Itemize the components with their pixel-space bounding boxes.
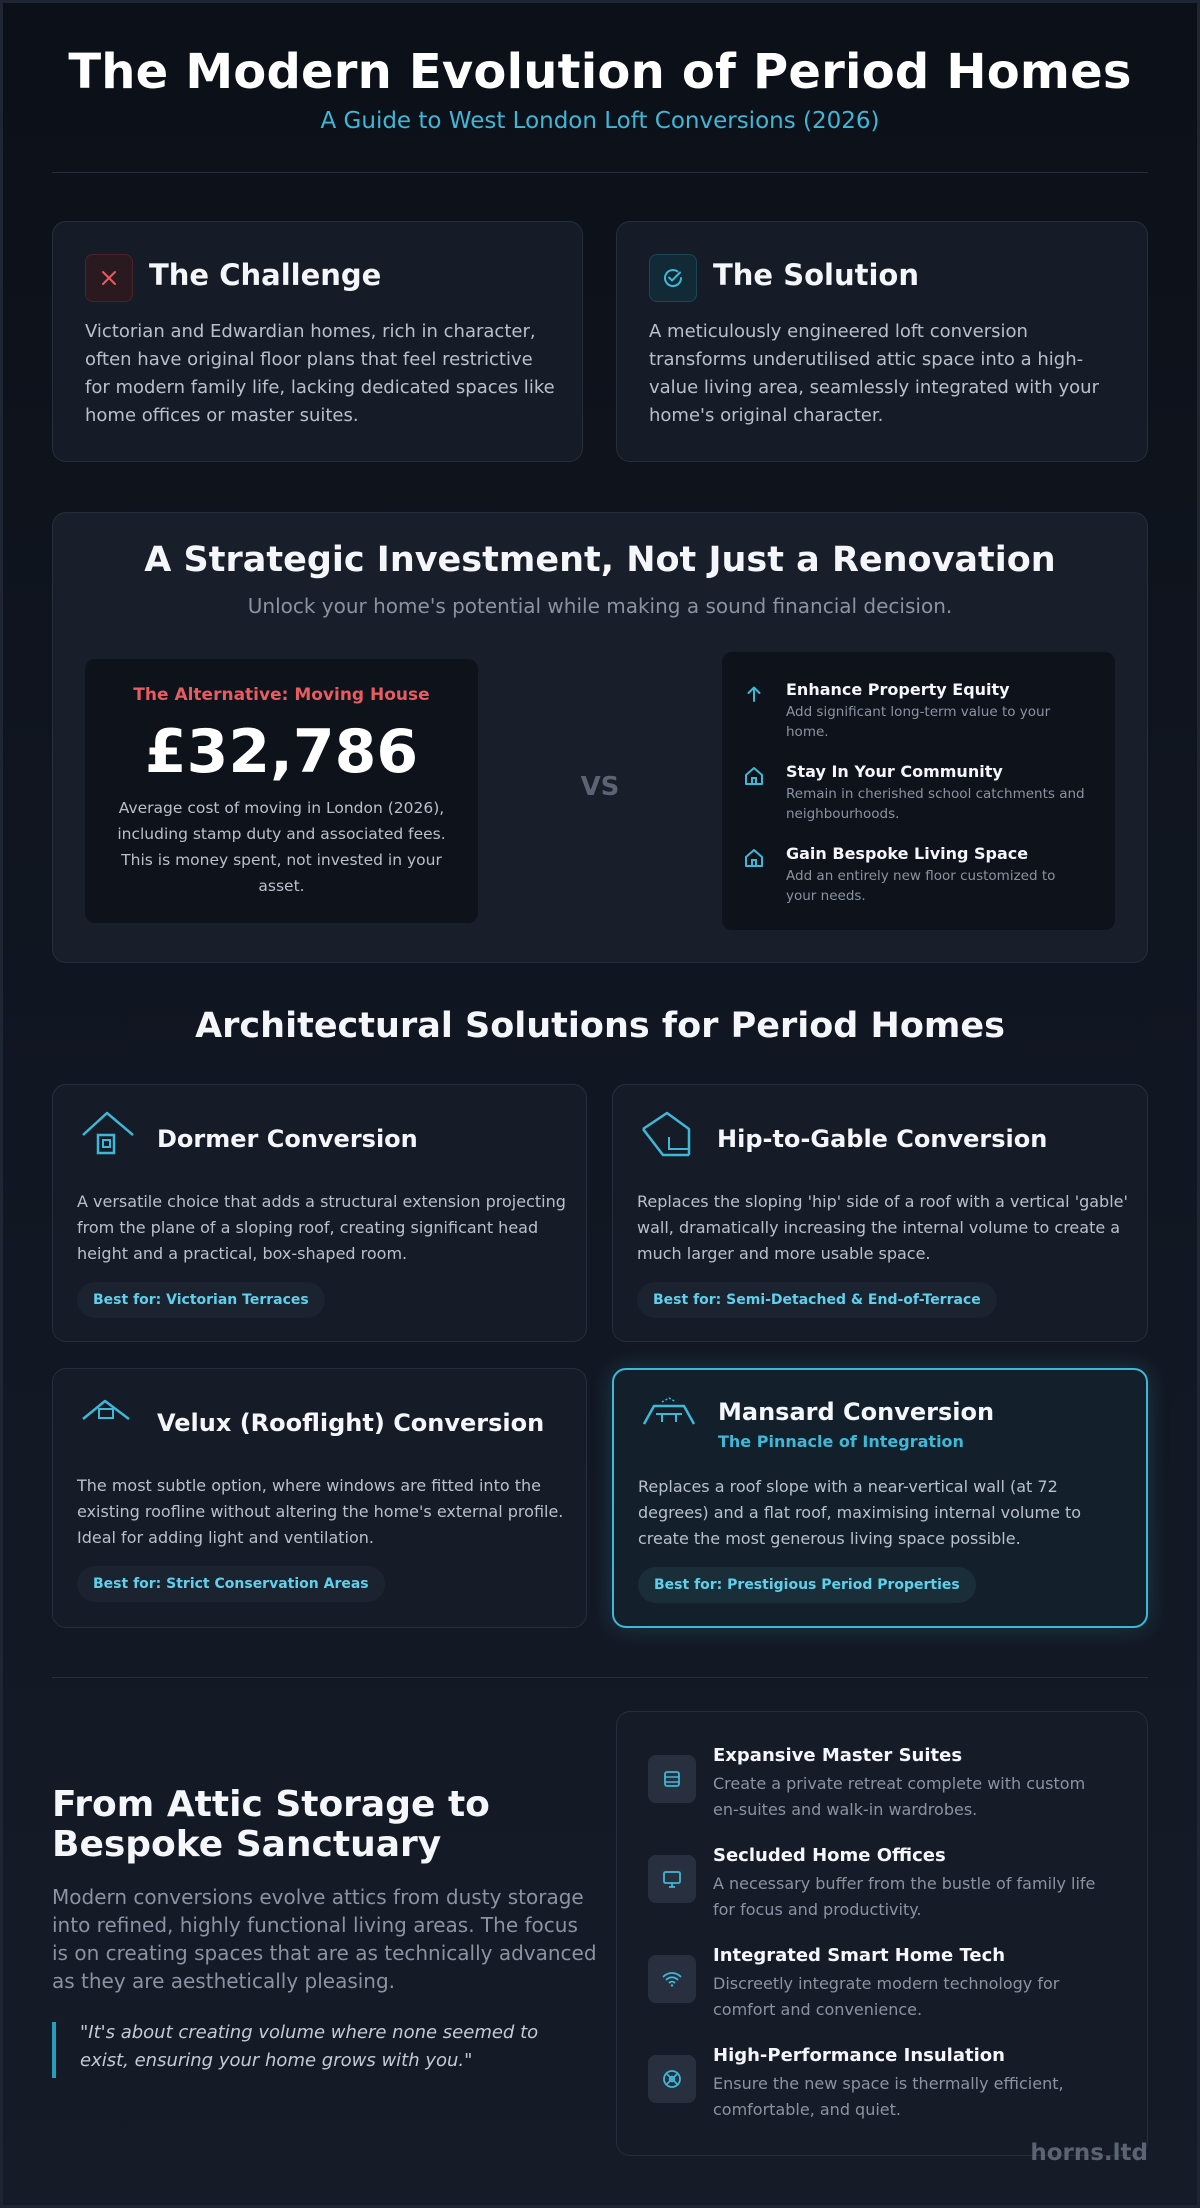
best-for-badge: Best for: Strict Conservation Areas <box>77 1566 385 1602</box>
page-title: The Modern Evolution of Period Homes <box>68 44 1132 100</box>
solution-title: Dormer Conversion <box>157 1125 418 1153</box>
feature-item <box>648 1845 1108 1935</box>
benefit-title: Gain Bespoke Living Space <box>786 844 1029 863</box>
feature-title: Secluded Home Offices <box>713 1845 946 1866</box>
solution-title: The Solution <box>713 258 919 292</box>
monitor-icon <box>648 1855 696 1903</box>
feature-desc: Discreetly integrate modern technology for comfort and convenience. <box>713 1974 1060 2019</box>
features-text: Modern conversions evolve attics from dusty storage into refined, highly functional living areas. The focus is on creating spaces that are as technically advanced as they are aesthetically pleasing. <box>52 1885 597 1993</box>
rooflight-icon <box>79 1393 139 1445</box>
check-circle-icon <box>649 254 697 302</box>
solution-tagline: The Pinnacle of Integration <box>718 1432 964 1451</box>
divider <box>52 1677 1148 1678</box>
vs-label: VS <box>580 772 620 802</box>
challenge-card <box>52 221 583 462</box>
home-icon <box>742 764 766 788</box>
solution-title: Velux (Rooflight) Conversion <box>157 1409 545 1437</box>
solutions-title: Architectural Solutions for Period Homes <box>195 1006 1005 1046</box>
benefit-desc: Add significant long-term value to your home. <box>786 704 1051 740</box>
quote-bar <box>52 2022 56 2078</box>
best-for-badge: Best for: Semi-Detached & End-of-Terrace <box>637 1282 997 1318</box>
benefit-desc: Remain in cherished school catchments and neighbourhoods. <box>786 786 1085 822</box>
best-for-badge: Best for: Victorian Terraces <box>77 1282 325 1318</box>
solution-title: Hip-to-Gable Conversion <box>717 1125 1048 1153</box>
investment-subtitle: Unlock your home's potential while making a sound financial decision. <box>247 594 953 618</box>
feature-item <box>648 2045 1108 2135</box>
home-icon <box>742 846 766 870</box>
features-title: From Attic Storage to Bespoke Sanctuary <box>52 1784 490 1865</box>
solution-desc: Replaces the sloping 'hip' side of a roof with a vertical 'gable' wall, dramatically increasing the internal volume to create a much larger and more usable space. <box>637 1192 1128 1263</box>
dormer-house-icon <box>79 1109 139 1161</box>
benefits-box <box>722 652 1115 930</box>
solution-card-dormer <box>52 1084 587 1342</box>
investment-title: A Strategic Investment, Not Just a Renovation <box>144 540 1056 580</box>
hip-to-gable-icon <box>639 1109 699 1161</box>
solution-card <box>616 221 1148 462</box>
arrow-up-icon <box>742 682 766 706</box>
solution-card-velux <box>52 1368 587 1628</box>
solution-card-hip-to-gable <box>612 1084 1148 1342</box>
mansard-roof-icon <box>640 1394 700 1446</box>
alternative-label: The Alternative: Moving House <box>133 685 430 705</box>
challenge-title: The Challenge <box>149 258 382 292</box>
solution-desc: The most subtle option, where windows are fitted into the existing roofline without altering the home's external profile. Ideal for adding light and ventilation. <box>77 1476 564 1547</box>
feature-desc: Create a private retreat complete with custom en-suites and walk-in wardrobes. <box>713 1774 1086 1819</box>
solution-text: A meticulously engineered loft conversion transforms underutilised attic space into a high-value living area, seamlessly integrated with your home's original character. <box>649 321 1099 426</box>
feature-item <box>648 1745 1108 1835</box>
alternative-value: £32,786 <box>144 717 419 787</box>
solution-card-mansard <box>612 1368 1148 1628</box>
benefit-desc: Add an entirely new floor customized to your needs. <box>786 868 1056 904</box>
alternative-box <box>85 659 478 923</box>
wifi-icon <box>648 1955 696 2003</box>
snowflake-icon <box>648 2055 696 2103</box>
brand-watermark: horns.ltd <box>1030 2140 1148 2166</box>
solution-desc: Replaces a roof slope with a near-vertical wall (at 72 degrees) and a flat roof, maximising internal volume to create the most generous living space possible. <box>638 1477 1082 1548</box>
feature-title: Integrated Smart Home Tech <box>713 1945 1006 1966</box>
feature-title: Expansive Master Suites <box>713 1745 963 1766</box>
benefit-title: Stay In Your Community <box>786 762 1003 781</box>
benefit-title: Enhance Property Equity <box>786 680 1010 699</box>
page-subtitle: A Guide to West London Loft Conversions (2026) <box>320 108 880 134</box>
feature-title: High-Performance Insulation <box>713 2045 1005 2066</box>
bed-icon <box>648 1755 696 1803</box>
best-for-badge: Best for: Prestigious Period Properties <box>638 1567 976 1603</box>
challenge-text: Victorian and Edwardian homes, rich in character, often have original floor plans that feel restrictive for modern family life, lacking dedicated spaces like home offices or master suites. <box>85 321 555 426</box>
alternative-desc: Average cost of moving in London (2026), including stamp duty and associated fees. This is money spent, not invested in your asset. <box>117 799 446 895</box>
divider <box>52 172 1148 173</box>
quote-text: "It's about creating volume where none seemed to exist, ensuring your home grows with you." <box>80 2022 539 2071</box>
feature-item <box>648 1945 1108 2035</box>
feature-desc: A necessary buffer from the bustle of family life for focus and productivity. <box>713 1874 1096 1919</box>
close-icon <box>85 254 133 302</box>
solution-desc: A versatile choice that adds a structural extension projecting from the plane of a sloping roof, creating significant head height and a practical, box-shaped room. <box>77 1192 566 1263</box>
feature-desc: Ensure the new space is thermally efficient, comfortable, and quiet. <box>713 2074 1064 2119</box>
solution-title: Mansard Conversion <box>718 1398 995 1426</box>
